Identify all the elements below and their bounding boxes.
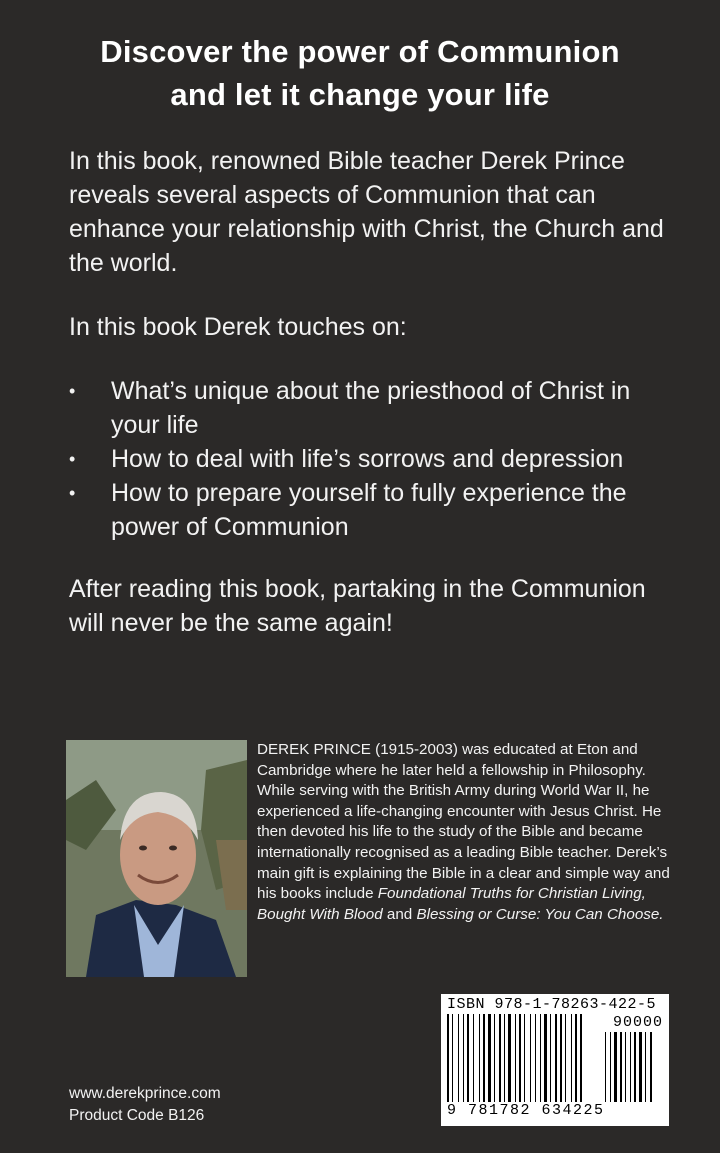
barcode-bar: [544, 1014, 547, 1102]
barcode-bar: [540, 1014, 541, 1102]
barcode-bar: [535, 1014, 536, 1102]
barcode-bar: [504, 1014, 505, 1102]
barcode-bar: [479, 1014, 480, 1102]
barcode-bar: [524, 1014, 525, 1102]
intro-paragraph: In this book, renowned Bible teacher Derek Prince reveals several aspects of Communion that can enhance your relationship with Christ, the Church and the world.: [69, 147, 664, 277]
conjunction: and: [382, 905, 417, 923]
author-portrait-image: [66, 740, 247, 977]
barcode-bar: [550, 1014, 551, 1102]
bullet-icon: •: [69, 381, 76, 401]
bullet-text: What’s unique about the priesthood of Christ in your life: [111, 377, 631, 439]
barcode-bar: [519, 1014, 521, 1102]
barcode-bar: [645, 1032, 646, 1102]
bullet-text: How to prepare yourself to fully experience the power of Communion: [111, 479, 627, 541]
barcode-bar: [555, 1014, 557, 1102]
barcode-bar: [494, 1014, 495, 1102]
isbn-barcode: [441, 994, 669, 1126]
barcode-bar: [580, 1014, 582, 1102]
barcode-bar: [625, 1032, 626, 1102]
product-code: Product Code B126: [69, 1107, 205, 1124]
barcode-bar: [639, 1032, 642, 1102]
headline: [0, 30, 720, 116]
headline-line-2: and let it change your life: [170, 77, 550, 112]
barcode-bar: [560, 1014, 562, 1102]
isbn-number: ISBN 978-1-78263-422-5: [447, 996, 657, 1013]
website-link[interactable]: www.derekprince.com: [69, 1085, 221, 1102]
book-title-1: Foundational Truths for Christian Living, Bought With Blood: [257, 885, 646, 923]
headline-line-1: Discover the power of Communion: [100, 34, 620, 69]
barcode-bar: [620, 1032, 622, 1102]
barcode-bar: [458, 1014, 459, 1102]
barcode-bar: [515, 1014, 516, 1102]
barcode-bar: [634, 1032, 636, 1102]
barcode-bar: [530, 1014, 531, 1102]
closing-paragraph: After reading this book, partaking in the Communion will never be the same again!: [69, 575, 646, 637]
author-bio-text: DEREK PRINCE (1915-2003) was educated at Eton and Cambridge where he later held a fellowship in Philosophy. While serving with the British Army during World War II, he experienced a life-changing encounter with Jesus Christ. He then devoted his life to the study of the Bible and became internationally recognised as a leading Bible teacher. Derek’s main gift is explaining the Bible in a clear and simple way and his books include: [257, 741, 670, 903]
barcode-bar: [571, 1014, 572, 1102]
barcode-bar: [483, 1014, 485, 1102]
author-photo: [66, 740, 247, 977]
book-title-2: Blessing or Curse: You Can Choose.: [416, 905, 664, 923]
barcode-bar: [508, 1014, 511, 1102]
barcode-bar: [447, 1014, 449, 1102]
author-bio: [257, 740, 677, 925]
touches-intro: In this book Derek touches on:: [69, 313, 407, 341]
list-item: [69, 374, 669, 442]
bullet-icon: •: [69, 483, 76, 503]
barcode-bar: [650, 1032, 652, 1102]
barcode-bar: [575, 1014, 577, 1102]
footer: [69, 1083, 221, 1127]
barcode-bar: [467, 1014, 469, 1102]
price-code: 90000: [612, 1014, 663, 1031]
bullet-icon: •: [69, 449, 76, 469]
barcode-bar: [473, 1014, 474, 1102]
bullet-list: [69, 374, 669, 544]
barcode-bar: [565, 1014, 566, 1102]
barcode-digits: 9 781782 634225: [447, 1102, 605, 1119]
list-item: [69, 476, 669, 544]
barcode-bar: [614, 1032, 617, 1102]
list-item: [69, 442, 669, 476]
barcode-bars: [447, 1014, 663, 1102]
barcode-bar: [463, 1014, 464, 1102]
barcode-bar: [605, 1032, 606, 1102]
barcode-bar: [488, 1014, 491, 1102]
barcode-bar: [452, 1014, 453, 1102]
barcode-bar: [610, 1032, 611, 1102]
bullet-text: How to deal with life’s sorrows and depression: [111, 445, 624, 473]
barcode-bar: [499, 1014, 501, 1102]
barcode-bar: [630, 1032, 631, 1102]
